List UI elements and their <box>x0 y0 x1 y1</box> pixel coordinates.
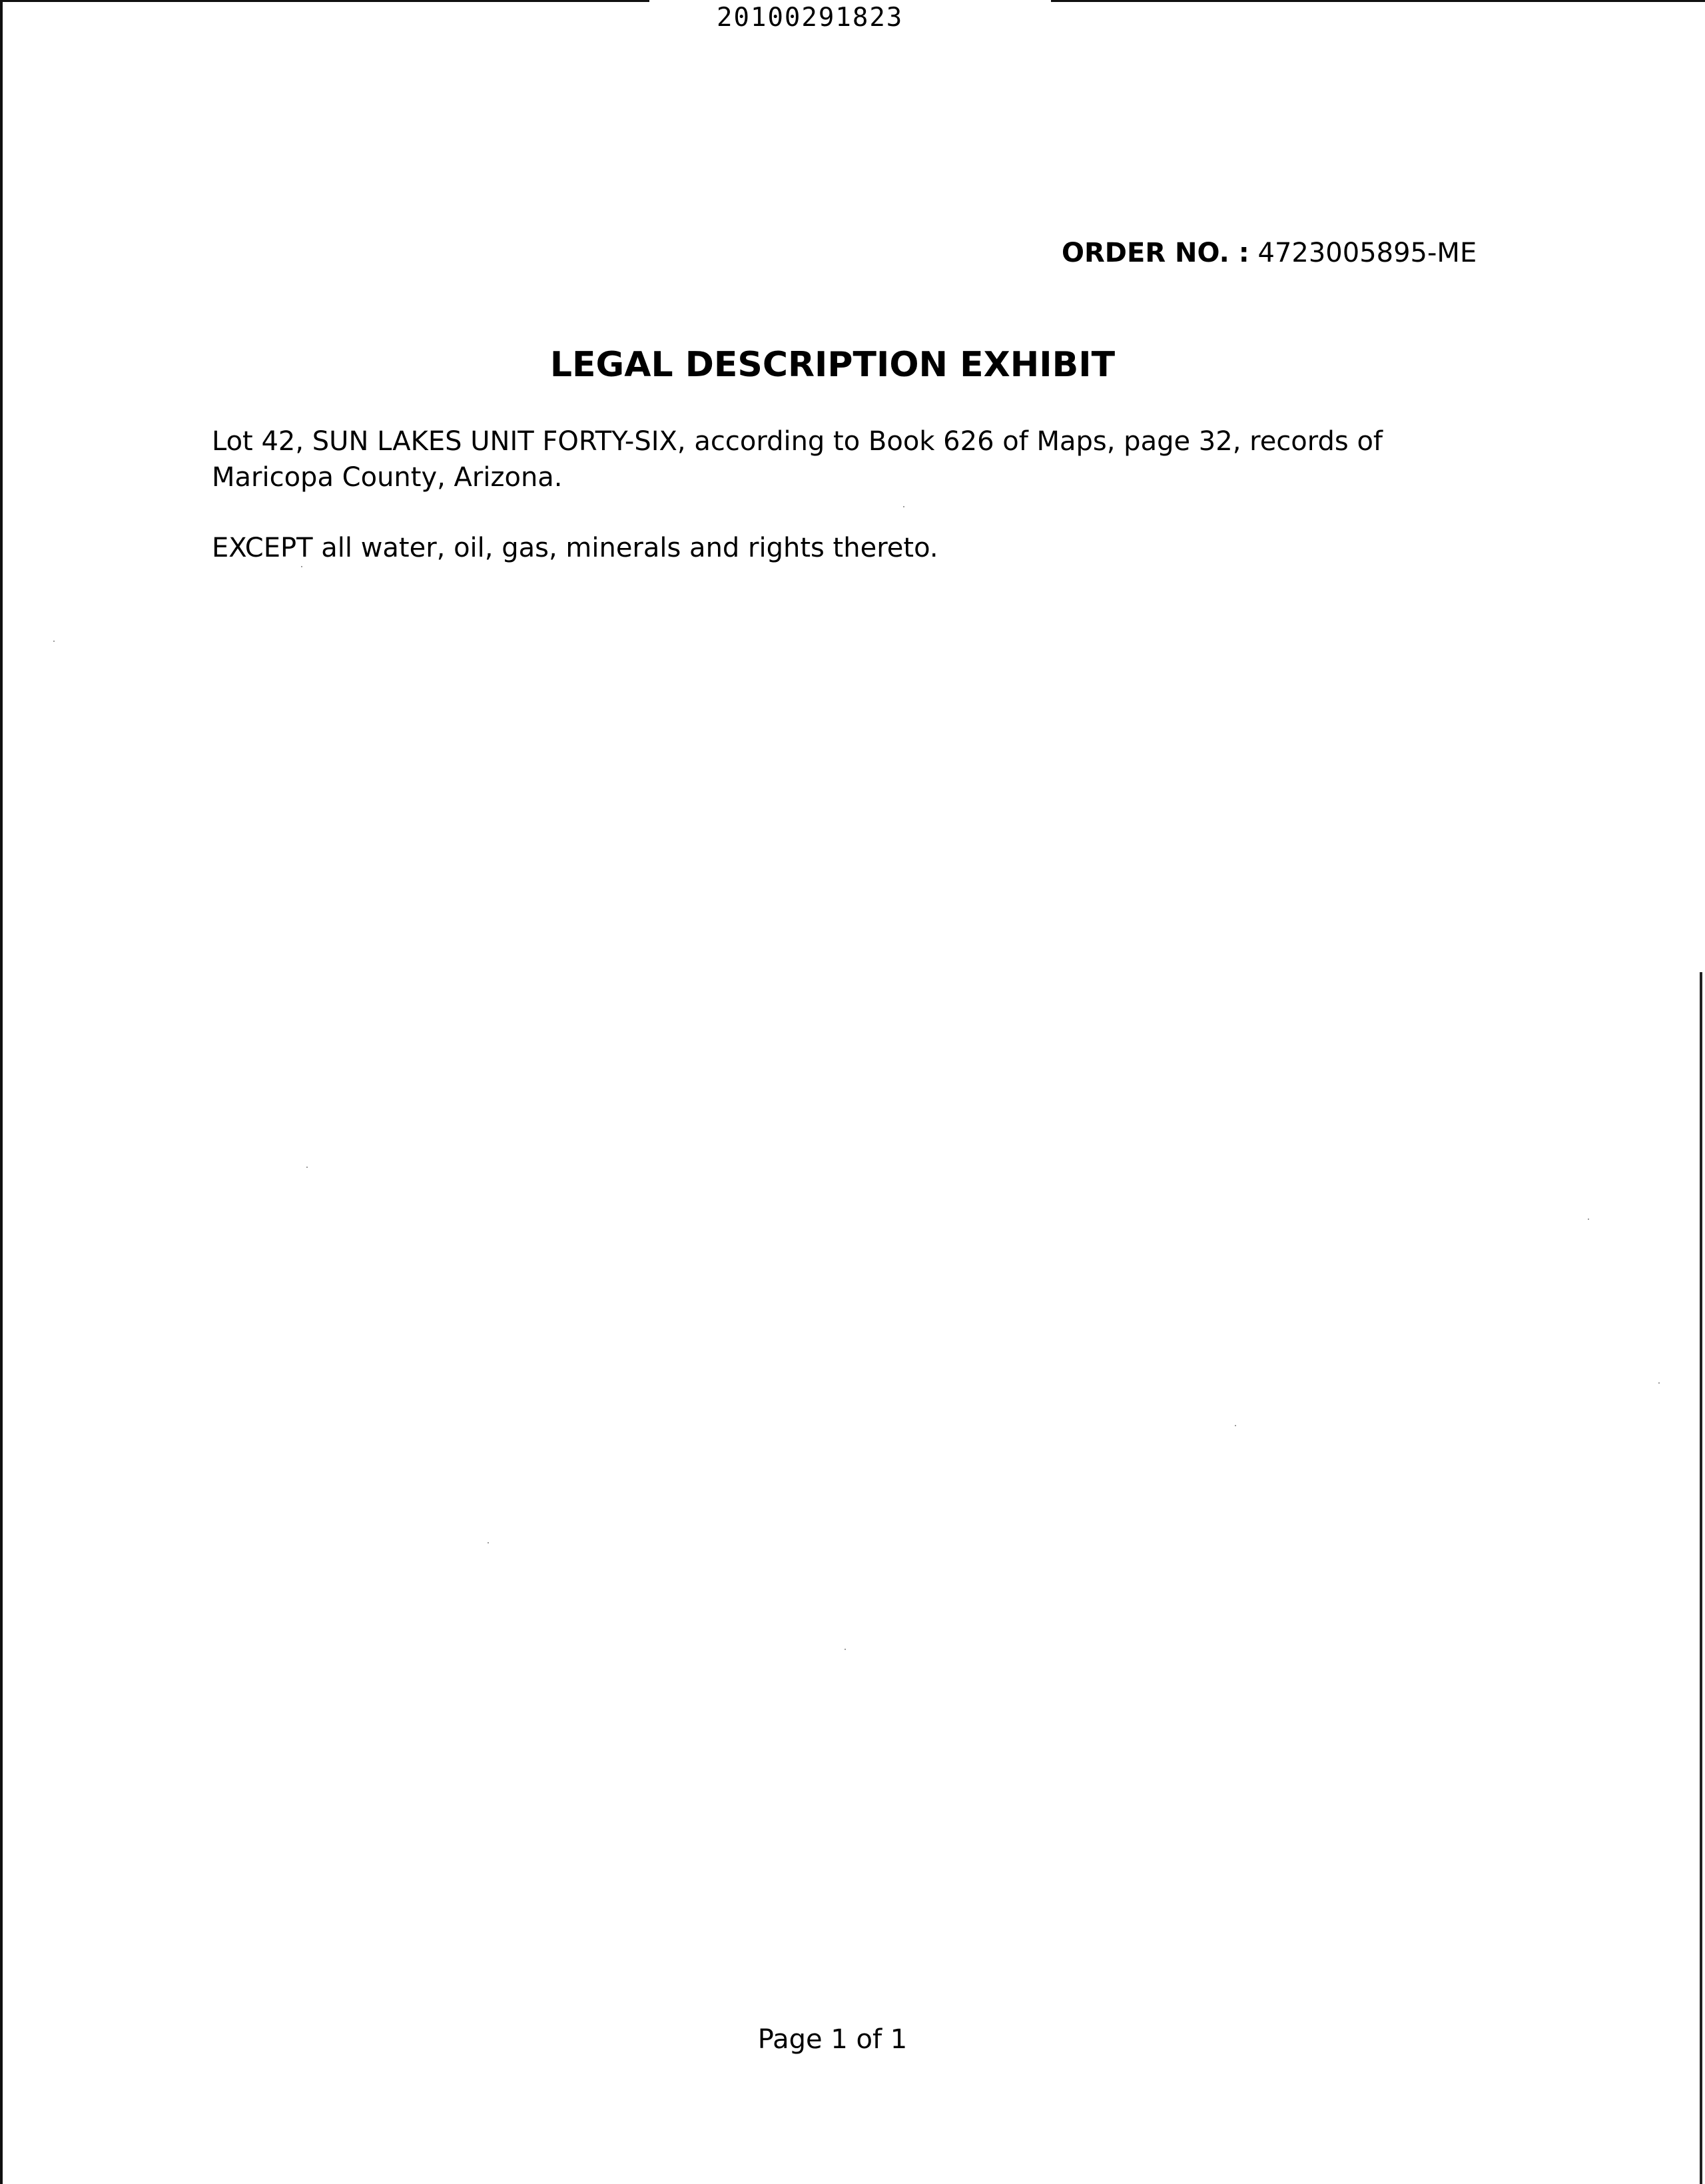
scan-speck <box>1235 1425 1236 1426</box>
order-number-line <box>1062 238 1477 268</box>
scan-speck <box>488 1542 489 1543</box>
scan-speck <box>1588 1219 1589 1220</box>
scan-speck <box>306 1167 308 1168</box>
scan-border-top-right <box>1051 0 1705 2</box>
scan-speck <box>845 1649 846 1650</box>
page-indicator: Page 1 of 1 <box>757 2024 908 2055</box>
scan-speck <box>903 506 904 507</box>
recording-number: 20100291823 <box>717 3 904 33</box>
scan-border-top-left <box>0 0 649 2</box>
scan-border-left <box>0 0 3 2184</box>
scan-border-right <box>1700 972 1702 2184</box>
order-number-value: 4723005895-ME <box>1257 238 1477 268</box>
document-title: LEGAL DESCRIPTION EXHIBIT <box>549 345 1116 385</box>
legal-description-paragraph: Lot 42, SUN LAKES UNIT FORTY-SIX, according to Book 626 of Maps, page 32, records of Maricopa County, Arizona. <box>212 426 1383 493</box>
scan-speck <box>1658 1382 1660 1384</box>
order-number-label: ORDER NO. : <box>1062 238 1249 268</box>
scan-speck <box>301 566 302 567</box>
scan-speck <box>53 641 55 642</box>
exception-paragraph: EXCEPT all water, oil, gas, minerals and rights thereto. <box>212 533 938 563</box>
